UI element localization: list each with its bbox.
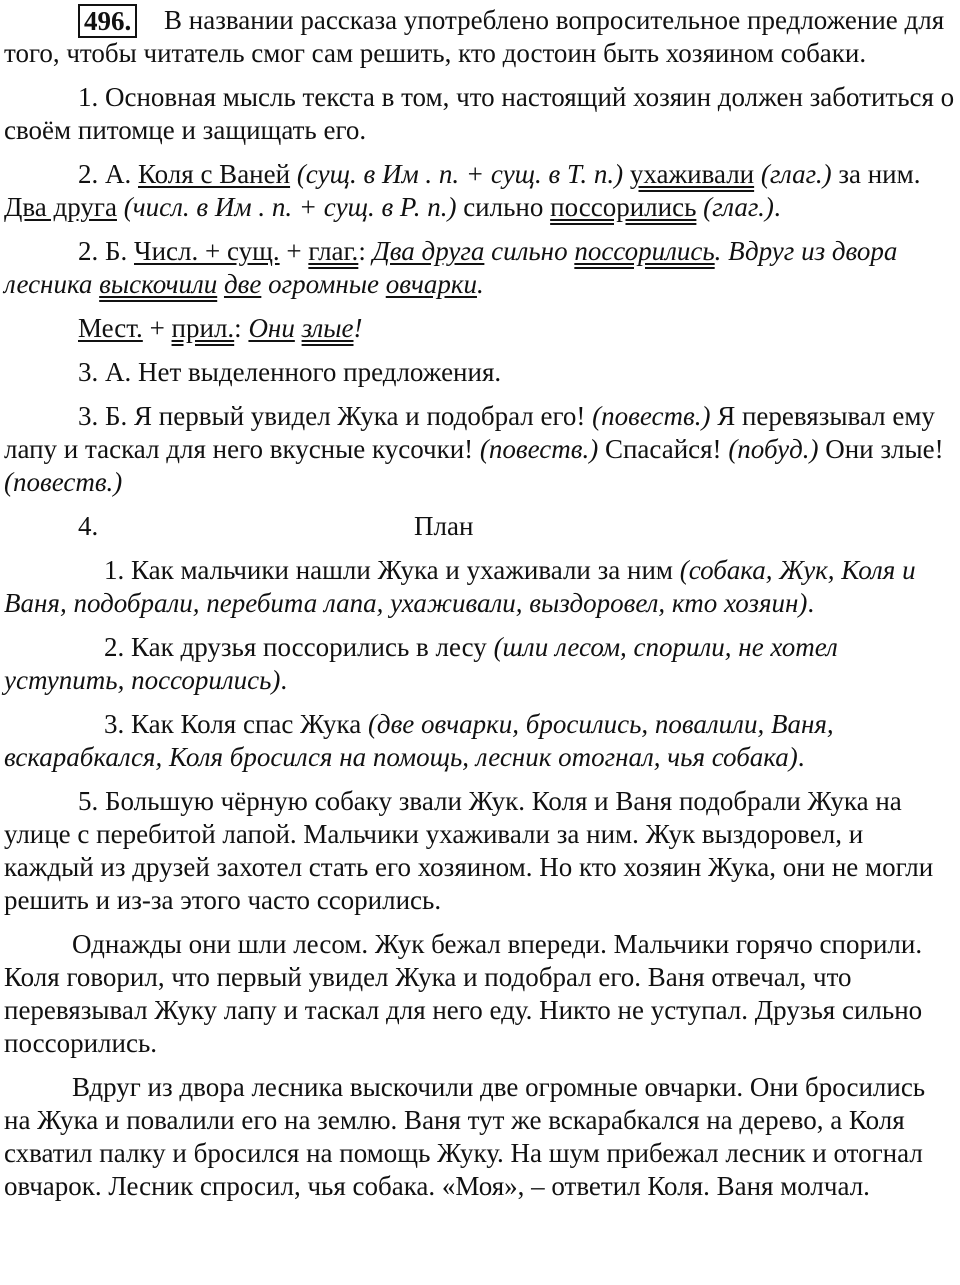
intro-text: В названии рассказа употреблено вопросительное предложение для того, чтобы читатель смог сам решить, кто достоин быть хозяином собаки. [4,5,945,68]
example-text: . Вдруг из двора лесника [4,236,898,299]
grammar-note: (глаг.) [696,192,774,222]
example-text: . [476,269,484,299]
text-fragment: . [807,588,815,618]
sentence-type-note: (побуд.) [728,434,819,464]
plan-item-3 [4,708,956,774]
example-text [217,269,224,299]
plan-item-text: 2. Как друзья поссорились в лесу [104,632,494,662]
plan-header [4,510,956,543]
point-1: 1. Основная мысль текста в том, что настоящий хозяин должен заботиться о своём питомце и защищать его. [4,82,955,145]
text-fragment: + [279,236,309,266]
story-paragraph-2: Однажды они шли лесом. Жук бежал впереди. Мальчики горячо спорили. Коля говорил, что первый увидел Жука и подобрал его. Ваня отвечал, что перевязывал Жуку лапу и таскал для него еду. Никто не уступал. Друзья сильно поссорились. [4,929,923,1058]
grammar-note: (числ. в Им . п. + сущ. в Р. п.) [116,192,457,222]
example-predicate: поссорились [574,236,715,266]
example-subject: две [223,269,262,299]
point-2b-prefix: 2. Б. [78,236,135,266]
scheme-label-num-noun: Числ. + сущ. [134,236,280,266]
example-subject: Они [248,313,295,343]
plan-number: 4. [78,511,99,541]
exercise-number: 496. [78,4,137,38]
text-fragment: . [773,192,781,222]
sentence-type-note: (повеств.) [592,401,711,431]
point-2b-second [4,312,956,345]
intro-paragraph [4,4,956,70]
plan-item-keywords: (собака, Жук, Коля и Ваня, подобрали, перебита лапа, ухаживали, выздоровел, кто хозяин) [4,555,916,618]
sentence-type-note: (повеств.) [479,434,599,464]
plan-item-text: 3. Как Коля спас Жука [104,709,368,739]
grammar-note: (глаг.) [754,159,832,189]
plan-item-text: 1. Как мальчики нашли Жука и ухаживали за ним [104,555,680,585]
sentence-type-note: (повеств.) [4,467,123,497]
point-2a-prefix: 2. А. [78,159,138,189]
sentence: 3. Б. Я первый увидел Жука и подобрал его! [78,401,593,431]
plan-title: План [414,511,474,541]
example-predicate: злые [301,313,354,343]
text-fragment: . [797,742,805,772]
predicate-ukhazhivali: ухаживали [629,159,755,189]
text-fragment: за ним. [831,159,921,189]
grammar-note: (сущ. в Им . п. + сущ. в Т. п.) [290,159,630,189]
predicate-possorilis: поссорились [550,192,697,222]
text-fragment: . [280,665,288,695]
sentence: Спасайся! [598,434,729,464]
point-2b [4,235,956,301]
example-text: сильно [484,236,575,266]
point-3b [4,400,956,499]
point-2a [4,158,956,224]
plan-item-2 [4,631,956,697]
plan-item-keywords: (две овчарки, бросились, повалили, Ваня, вскарабкался, Коля бросился на помощь, лесник отогнал, чья собака) [4,709,834,772]
scheme-label-adjective: прил. [171,313,235,343]
plan-item-keywords: (шли лесом, спорили, не хотел уступить, поссорились) [4,632,838,695]
text-fragment: : [234,313,249,343]
sentence: Они злые! [818,434,944,464]
scheme-label-pronoun: Мест. [78,313,143,343]
subject-kolya-vanya: Коля с Ваней [138,159,291,189]
sentence: Я перевязывал ему лапу и таскал для него вкусные кусочки! [4,401,935,464]
example-predicate: выскочили [99,269,218,299]
text-fragment: сильно [456,192,551,222]
text-fragment: : [358,236,373,266]
example-text [295,313,302,343]
example-subject: Два друга [372,236,485,266]
scheme-label-verb: глаг. [308,236,359,266]
story-paragraph-1: 5. Большую чёрную собаку звали Жук. Коля и Ваня подобрали Жука на улице с перебитой лапой. Мальчики ухаживали за ним. Жук выздоровел, и каждый из друзей захотел стать его хозяином. Но кто хозяин Жука, они не могли решить и из-за этого часто ссорились. [4,786,934,915]
point-3a: 3. А. Нет выделенного предложения. [78,357,502,387]
example-subject: овчарки [385,269,477,299]
example-text: ! [353,313,363,343]
plan-item-1 [4,554,956,620]
subject-dva-druga: Два друга [4,192,117,222]
example-text: огромные [261,269,386,299]
text-fragment: + [142,313,172,343]
story-paragraph-3: Вдруг из двора лесника выскочили две огромные овчарки. Они бросились на Жука и повалили его на землю. Ваня тут же вскарабкался на дерево, а Коля схватил палку и бросился на помощь Жуку. На шум прибежал лесник и отогнал овчарок. Лесник спросил, чья собака. «Моя», – ответил Коля. Ваня молчал. [4,1072,926,1201]
